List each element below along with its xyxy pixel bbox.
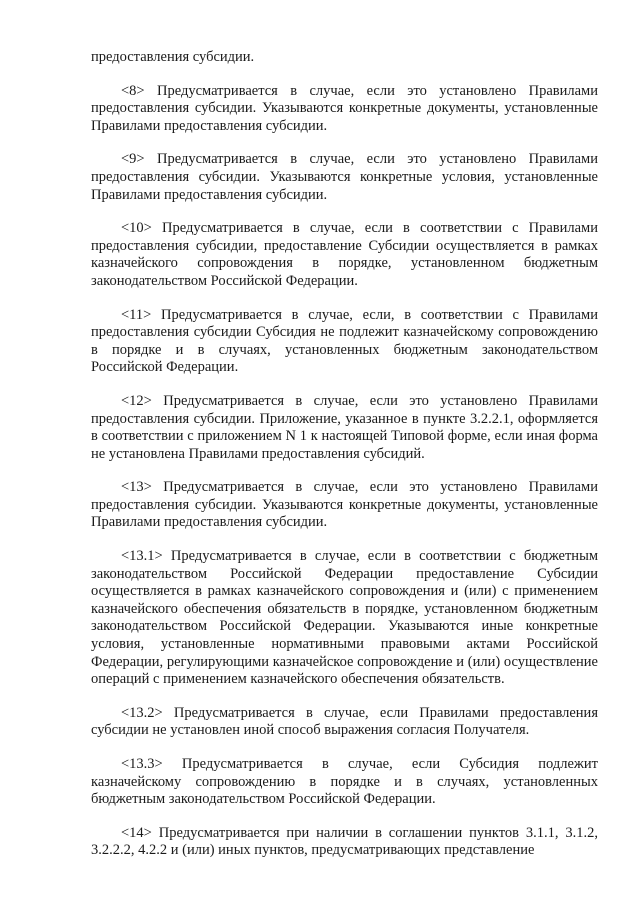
footnote-13-3: <13.3> Предусматривается в случае, если Субсидия подлежит казначейскому сопровождению в порядке и в случаях, установленных бюджетным законодательством Российской Федерации. [91, 756, 598, 808]
footnote-8: <8> Предусматривается в случае, если это установлено Правилами предоставления субсидии. Указываются конкретные документы, установленные Правилами предоставления субсидии. [91, 82, 598, 134]
footnote-13: <13> Предусматривается в случае, если это установлено Правилами предоставления субсидии. Указываются конкретные документы, установленные Правилами предоставления субсидии. [91, 479, 598, 531]
footnote-12: <12> Предусматривается в случае, если это установлено Правилами предоставления субсидии. Приложение, указанное в пункте 3.2.2.1, оформляется в соответствии с приложением N 1 к настоящей Типовой форме, если иная форма не установлена Правилами предоставления субсидий. [91, 392, 598, 462]
footnote-13-2: <13.2> Предусматривается в случае, если Правилами предоставления субсидии не установлен иной способ выражения согласия Получателя. [91, 704, 598, 739]
footnote-10: <10> Предусматривается в случае, если в соответствии с Правилами предоставления субсидии, предоставление Субсидии осуществляется в рамках казначейского сопровождения в порядке, установленном бюджетным законодательством Российской Федерации. [91, 220, 598, 289]
footnote-9: <9> Предусматривается в случае, если это установлено Правилами предоставления субсидии. Указываются конкретные условия, установленные Правилами предоставления субсидии. [91, 151, 598, 203]
footnote-14: <14> Предусматривается при наличии в соглашении пунктов 3.1.1, 3.1.2, 3.2.2.2, 4.2.2 и (или) иных пунктов, предусматривающих представление [91, 824, 598, 859]
footnote-11: <11> Предусматривается в случае, если, в соответствии с Правилами предоставления субсидии Субсидия не подлежит казначейскому сопровождению в порядке и в случаях, установленных бюджетным законодательством Российской Федерации. [91, 306, 598, 376]
footnote-13-1: <13.1> Предусматривается в случае, если в соответствии с бюджетным законодательством Российской Федерации предоставление Субсидии осуществляется в рамках казначейского сопровождения и (или) с применением казначейского обеспечения обязательств в порядке, установленном бюджетным законодательством Российской Федерации. Указываются иные конкретные условия, установленные нормативными правовыми актами Российской Федерации, регулирующими казначейское сопровождение и (или) осуществление операций с применением казначейского обеспечения обязательств. [91, 548, 598, 688]
paragraph-continuation: предоставления субсидии. [91, 49, 255, 65]
